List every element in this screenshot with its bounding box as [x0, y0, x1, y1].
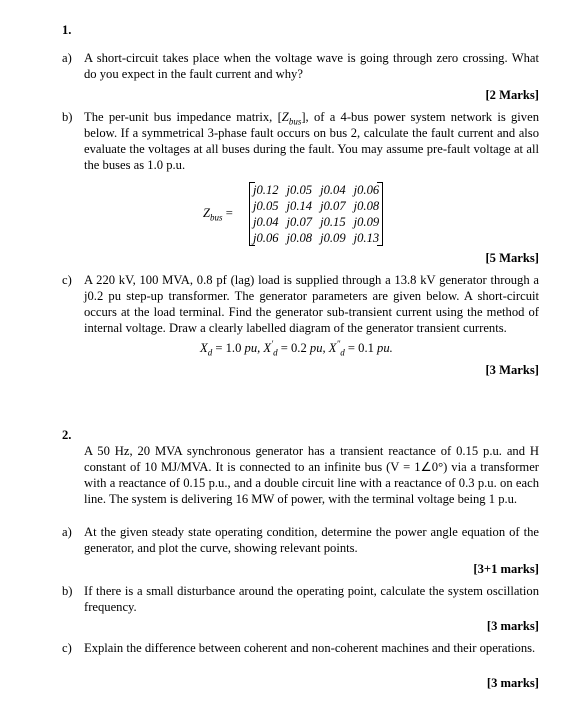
matrix-cell: j0.15: [320, 215, 346, 229]
q1a-label: a): [62, 51, 72, 65]
q1b-label: b): [62, 110, 73, 124]
q1c-equation: $X_d = 1.0$ pu, $X'_d = 0.2$ pu, $X''_d = 0.1$ pu.: [200, 338, 393, 358]
matrix-row: [249, 198, 383, 214]
q2a-text: At the given steady state operating condition, determine the power angle equation of the generator, and plot the curve, showing relevant points.: [84, 525, 539, 555]
matrix-cell: j0.08: [286, 231, 313, 245]
matrix-row: [249, 214, 383, 230]
q1a-text: A short-circuit takes place when the voltage wave is going through zero crossing. What do you expect in the fault current and why?: [84, 51, 539, 81]
matrix-cell: j0.13: [353, 231, 380, 245]
matrix-cell: j0.09: [353, 215, 380, 229]
q2-intro: A 50 Hz, 20 MVA synchronous generator has a transient reactance of 0.15 p.u. and H constant of 10 MJ/MVA. It is connected to an infinite bus (V = 1∠0°) via a transformer with a reactance of 0.15 p.u., and a double circuit line with a reactance of 0.3 p.u. on each line. The system is delivering 16 MW of power, with the terminal voltage being 1 p.u.: [84, 444, 539, 506]
zbus-matrix: [249, 182, 383, 246]
question-2-number: 2.: [62, 428, 72, 442]
q2a-marks: [3+1 marks]: [473, 562, 539, 576]
zbus-label: $Z_{bus}$ =: [203, 206, 233, 223]
matrix-cell: j0.07: [286, 215, 313, 229]
matrix-cell: j0.05: [253, 199, 279, 213]
q2b-label: b): [62, 584, 73, 598]
matrix-cell: j0.06: [253, 231, 279, 245]
question-1-number: 1.: [62, 23, 72, 37]
q2b-text: If there is a small disturbance around the operating point, calculate the system oscillation frequency.: [84, 584, 539, 614]
q2c-marks: [3 marks]: [486, 676, 539, 690]
matrix-row: [249, 230, 383, 246]
matrix-cell: j0.12: [253, 183, 279, 197]
matrix-right-bracket: [377, 182, 383, 246]
matrix-cell: j0.14: [286, 199, 313, 213]
matrix-cell: j0.04: [320, 183, 346, 197]
matrix-cell: j0.09: [320, 231, 346, 245]
q1b-text: The per-unit bus impedance matrix, $[Z_{bus}]$, of a 4-bus power system network is given below. If a symmetrical 3-phase fault occurs on bus 2, calculate the fault current and also evaluate the voltages at all buses during the fault. You may assume pre-fault voltage at all the buses as 1.0 p.u.: [84, 110, 539, 172]
matrix-cell: j0.04: [253, 215, 279, 229]
matrix-cell: j0.05: [286, 183, 313, 197]
q1c-marks: [3 Marks]: [485, 363, 539, 377]
matrix-row: [249, 182, 383, 198]
q2c-text: Explain the difference between coherent and non-coherent machines and their operations.: [84, 641, 536, 655]
q2a-label: a): [62, 525, 72, 539]
q2c-label: c): [62, 641, 72, 655]
q1c-text: A 220 kV, 100 MVA, 0.8 pf (lag) load is supplied through a 13.8 kV generator through a j0.2 pu step-up transformer. The generator parameters are given below. A short-circuit occurs at the load terminal. Find the generator sub-transient current using the method of internal voltage. Draw a clearly labelled diagram of the generator transient currents.: [84, 273, 539, 335]
matrix-left-bracket: [249, 182, 255, 246]
matrix-cell: j0.06: [353, 183, 380, 197]
q2b-marks: [3 marks]: [486, 619, 539, 633]
q1a-marks: [2 Marks]: [485, 88, 539, 102]
q1b-marks: [5 Marks]: [485, 251, 539, 265]
matrix-cell: j0.07: [320, 199, 346, 213]
matrix-cell: j0.08: [353, 199, 380, 213]
matrix-table: [249, 182, 383, 246]
q1c-label: c): [62, 273, 72, 287]
